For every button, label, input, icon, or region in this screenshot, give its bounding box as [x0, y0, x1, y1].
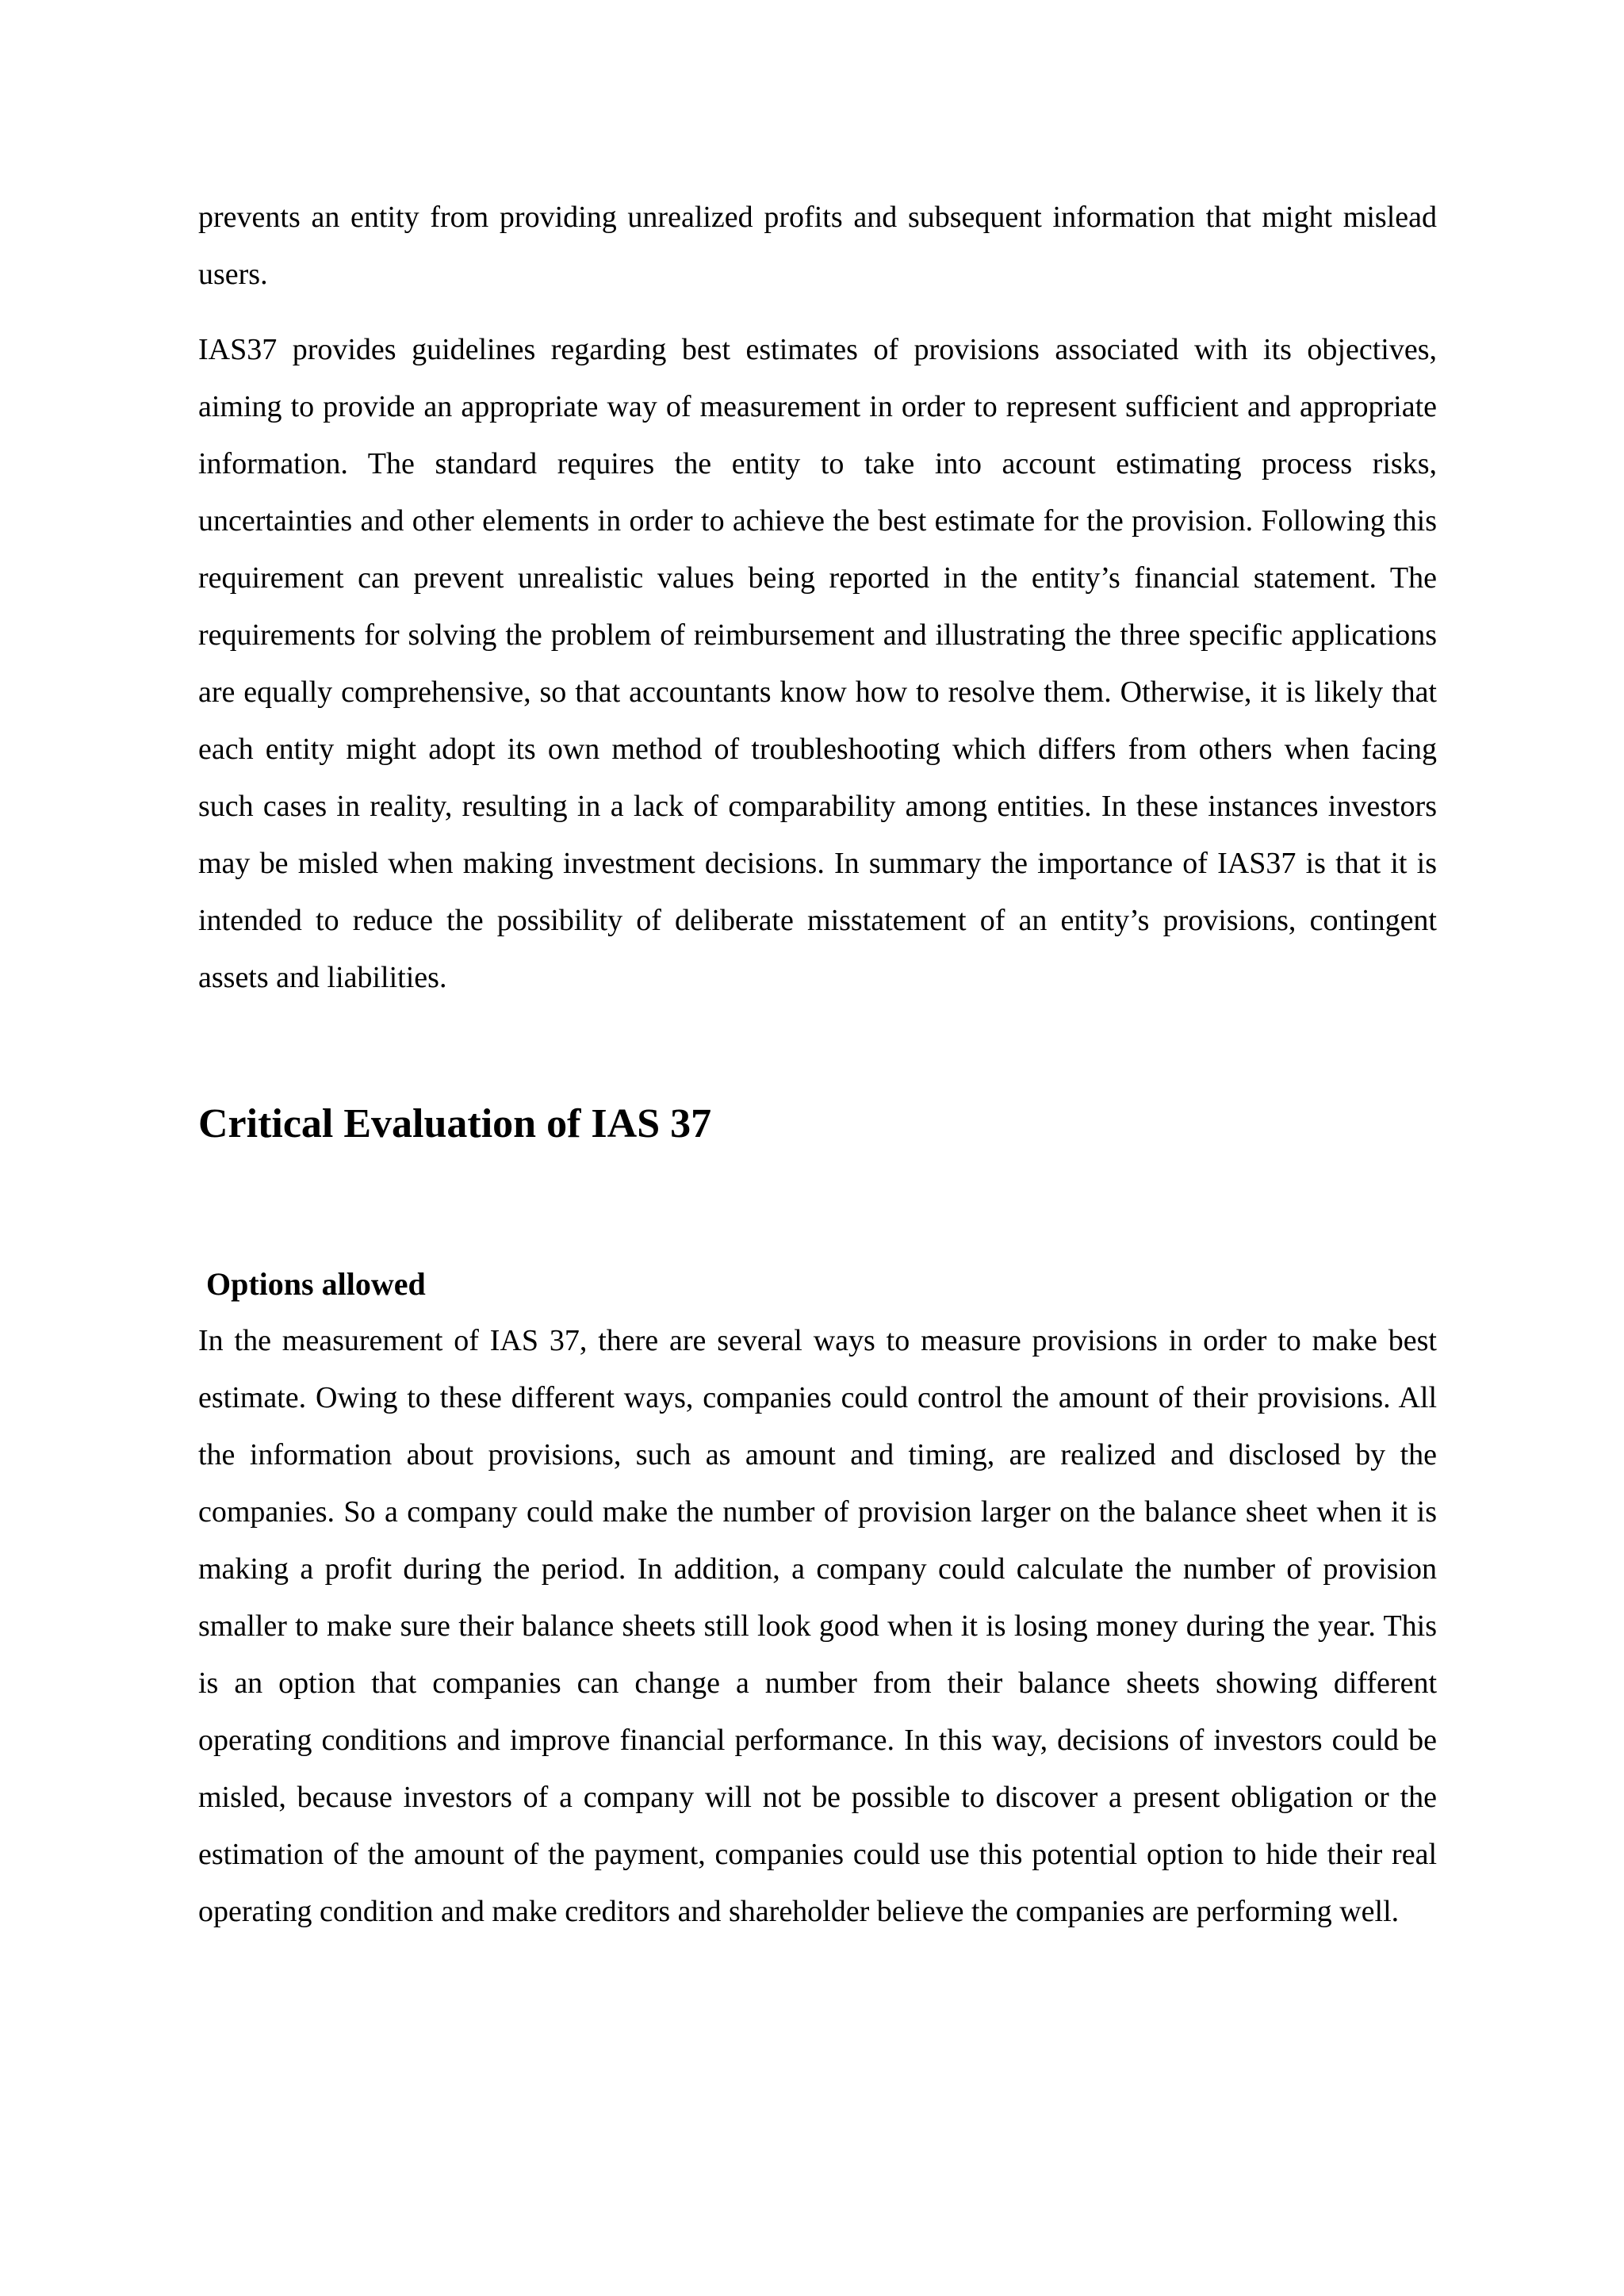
- paragraph-continuation: prevents an entity from providing unrealized profits and subsequent information that might mislead users.: [198, 201, 1437, 291]
- subsection-heading: Options allowed: [206, 1266, 426, 1302]
- paragraph-options-allowed: In the measurement of IAS 37, there are several ways to measure provisions in order to make best estimate. Owing to these different ways, companies could control the amount of their provisions. All the information about provisions, such as amount and timing, are realized and disclosed by the companies. So a company could make the number of provision larger on the balance sheet when it is making a profit during the period. In addition, a company could calculate the number of provision smaller to make sure their balance sheets still look good when it is losing money during the year. This is an option that companies can change a number from their balance sheets showing different operating conditions and improve financial performance. In this way, decisions of investors could be misled, because investors of a company will not be possible to discover a present obligation or the estimation of the amount of the payment, companies could use this potential option to hide their real operating condition and make creditors and shareholder believe the companies are performing well.: [198, 1324, 1437, 1928]
- document-page: [198, 189, 1437, 1928]
- paragraph-ias37-guidelines: IAS37 provides guidelines regarding best estimates of provisions associated with its objectives, aiming to provide an appropriate way of measurement in order to represent sufficient and appropriate information. The standard requires the entity to take into account estimating process risks, uncertainties and other elements in order to achieve the best estimate for the provision. Following this requirement can prevent unrealistic values being reported in the entity’s financial statement. The requirements for solving the problem of reimbursement and illustrating the three specific applications are equally comprehensive, so that accountants know how to resolve them. Otherwise, it is likely that each entity might adopt its own method of troubleshooting which differs from others when facing such cases in reality, resulting in a lack of comparability among entities. In these instances investors may be misled when making investment decisions. In summary the importance of IAS37 is that it is intended to reduce the possibility of deliberate misstatement of an entity’s provisions, contingent assets and liabilities.: [198, 333, 1437, 994]
- section-heading: Critical Evaluation of IAS 37: [198, 1101, 712, 1146]
